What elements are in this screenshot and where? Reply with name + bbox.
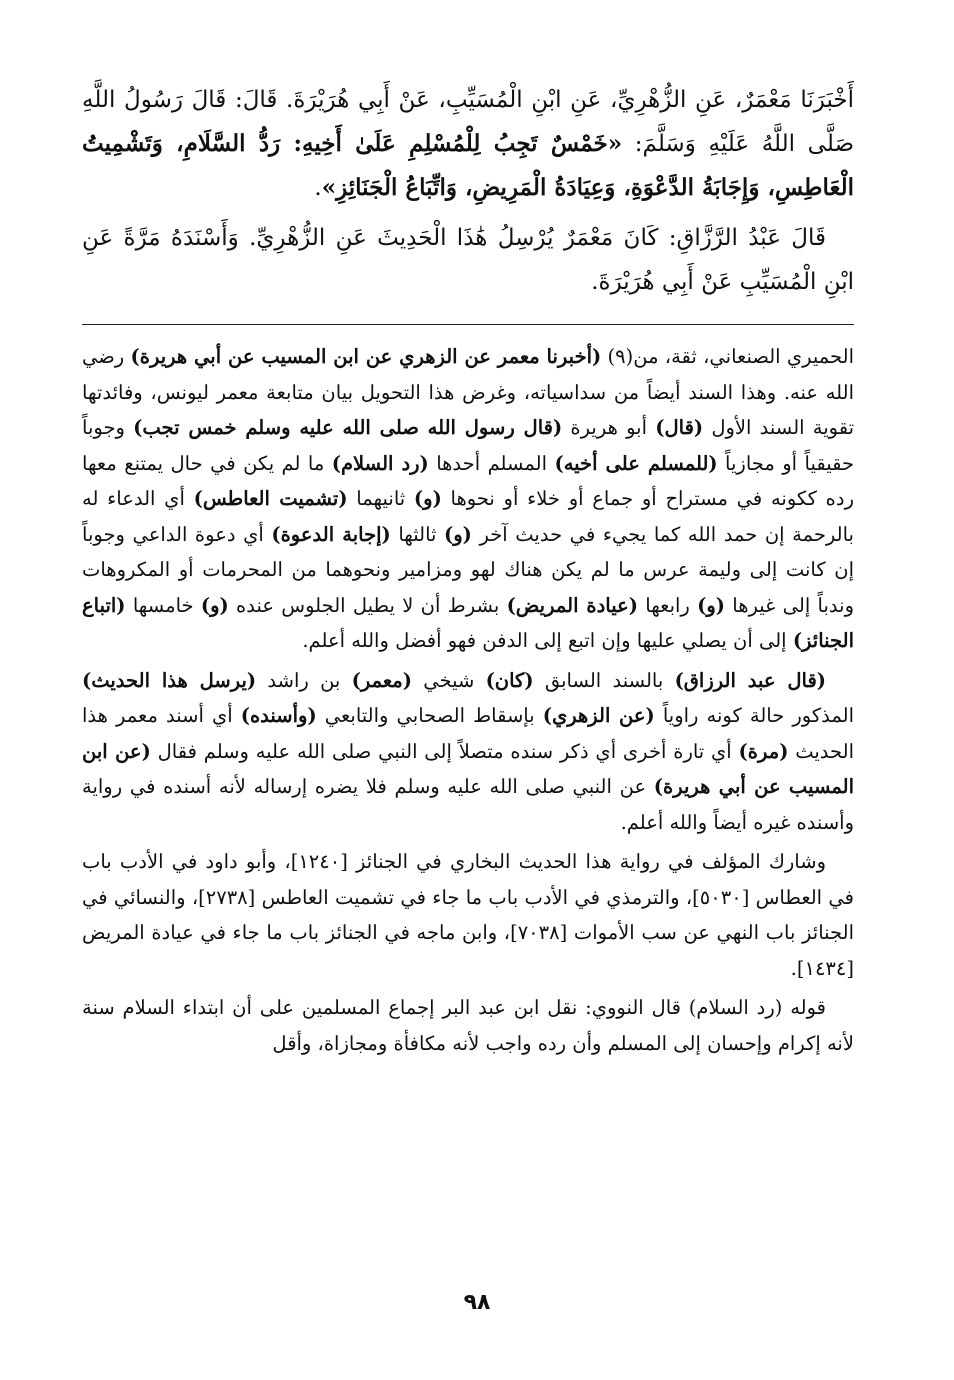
commentary-paragraph-4: قوله (رد السلام) قال النووي: نقل ابن عبد البر إجماع المسلمين على أن ابتداء السلام سنة لأنه إكرام وإحسان إلى المسلم وأن رده واجب لأنه مكافأة ومجازاة، وأقل bbox=[82, 996, 854, 1055]
page-number: ٩٨ bbox=[463, 1290, 491, 1315]
commentary-paragraph-3: وشارك المؤلف في رواية هذا الحديث البخاري في الجنائز [١٢٤٠]، وأبو داود في الأدب باب في العطاس [٥٠٣٠]، والترمذي في الأدب باب ما جاء في تشميت العاطس [٢٧٣٨]، والنسائي في الجنائز باب النهي عن سب الأموات [٧٠٣٨]، وابن ماجه في الجنائز باب ما جاء في عيادة المريض [١٤٣٤]. bbox=[82, 850, 854, 980]
hadith-matn: «خَمْسٌ تَجِبُ لِلْمُسْلِمِ عَلَىٰ أَخِيهِ: رَدُّ السَّلَامِ، وَتَشْمِيتُ الْعَاطِسِ، وَإِجَابَةُ الدَّعْوَةِ، وَعِيَادَةُ الْمَرِيضِ، وَاتِّبَاعُ الْجَنَائِزِ» bbox=[82, 130, 854, 201]
commentary bbox=[82, 339, 854, 1061]
commentary-paragraph-2: (قال عبد الرزاق) بالسند السابق (كان) شيخي (معمر) بن راشد (يرسل هذا الحديث) المذكور حالة كونه راوياً (عن الزهري) بإسقاط الصحابي والتابعي (وأسنده) أي أسند معمر هذا الحديث (مرة) أي تارة أخرى أي ذكر سنده متصلاً إلى النبي صلى الله عليه وسلم فقال (عن ابن المسيب عن أبي هريرة) عن النبي صلى الله عليه وسلم فلا يضره إرساله لأنه أسنده في رواية وأسنده غيره أيضاً والله أعلم. bbox=[82, 668, 854, 834]
page-content bbox=[82, 78, 854, 1065]
hadith-end: . bbox=[314, 175, 322, 201]
commentary-paragraph-1: الحميري الصنعاني، ثقة، من(٩) (أخبرنا معمر عن الزهري عن ابن المسيب عن أبي هريرة) رضي الله عنه. وهذا السند أيضاً من سداسياته، وغرض هذا التحويل بيان متابعة معمر ليونس، وفائدتها تقوية السند الأول (قال) أبو هريرة (قال رسول الله صلى الله عليه وسلم خمس تجب) وجوباً حقيقياً أو مجازياً (للمسلم على أخيه) المسلم أحدها (رد السلام) ما لم يكن في حال يمتنع معها رده ككونه في مستراح أو جماع أو خلاء أو نحوها (و) ثانيهما (تشميت العاطس) أي الدعاء له بالرحمة إن حمد الله كما يجيء في حديث آخر (و) ثالثها (إجابة الدعوة) أي دعوة الداعي وجوباً إن كانت إلى وليمة عرس ما لم يكن هناك لهو ومزامير ونحوهما من المحرمات أو المكروهات وندباً إلى غيرها (و) رابعها (عيادة المريض) بشرط أن لا يطيل الجلوس عنده (و) خامسها (اتباع الجنائز) إلى أن يصلي عليها وإن اتبع إلى الدفن فهو أفضل والله أعلم. bbox=[82, 345, 855, 652]
hadith-chain: أَخْبَرَنَا مَعْمَرٌ، عَنِ الزُّهْرِيِّ، عَنِ ابْنِ الْمُسَيِّبِ، عَنْ أَبِي هُرَيْرَةَ. قَالَ: قَالَ رَسُولُ اللَّهِ صَلَّى اللَّهُ عَلَيْهِ وَسَلَّمَ: bbox=[82, 87, 854, 157]
hadith-paragraph bbox=[82, 78, 854, 210]
abdurrazzaq-note: قَالَ عَبْدُ الرَّزَّاقِ: كَانَ مَعْمَرٌ يُرْسِلُ هَٰذَا الْحَدِيثَ عَنِ الزُّهْرِيِّ. وَأَسْنَدَهُ مَرَّةً عَنِ ابْنِ الْمُسَيِّبِ عَنْ أَبِي هُرَيْرَةَ. bbox=[82, 225, 854, 295]
footnote-divider bbox=[82, 324, 854, 325]
hadith-text bbox=[82, 78, 854, 304]
